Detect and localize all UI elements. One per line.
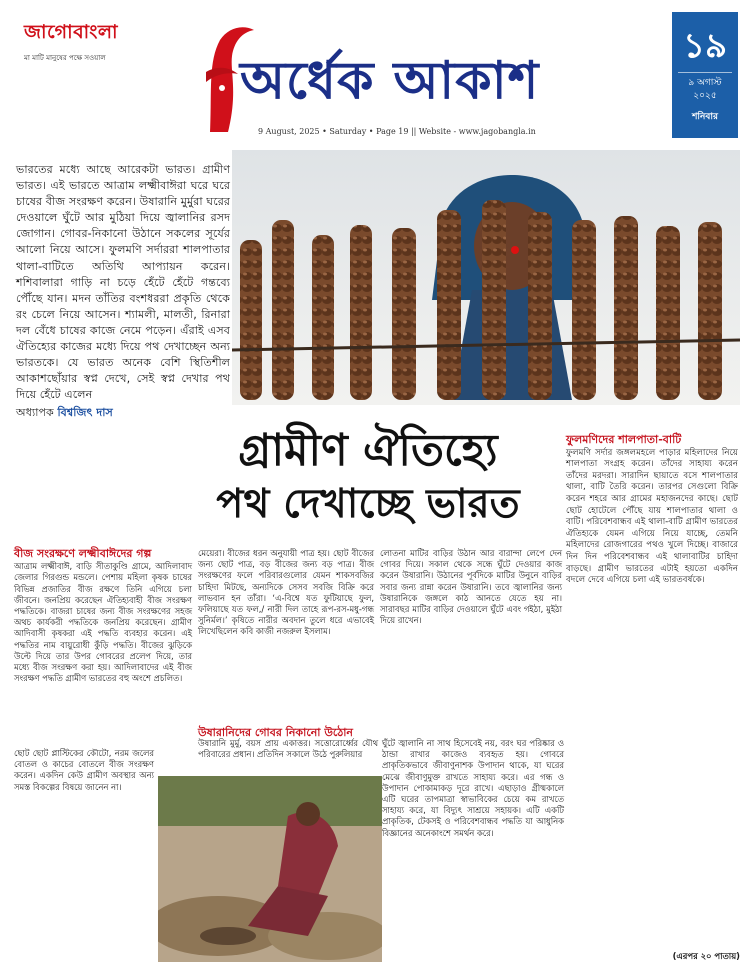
- date-divider: [678, 72, 732, 73]
- dateline: 9 August, 2025 • Saturday • Page 19 || Website - www.jagobangla.in: [258, 127, 536, 136]
- seed-photo: [158, 776, 382, 962]
- dung-story-heading: উষারানিদের গোবর নিকানো উঠোন: [198, 726, 353, 739]
- seed-story-text: আত্রাম লক্ষ্মীবাঈ, বাড়ি সীতাকুণ্ডি গ্রামে, আদিলাবাদ জেলার গিরগুন্ড মন্ডলে। পেশায় মহিলা কৃষক চাষের বিভিন্ন প্রজাতির বীজ রক্ষণে তিনি এগিয়ে চলা জীবনে। জনপ্রিয় করেছেন ঐতিহ্যবাহী বীজ সংরক্ষণ পদ্ধতিকে। বাজরা চাষের জন্য বীজ সংরক্ষণের সহজ অথচ কার্যকরী পদ্ধতিকে জনপ্রিয় করেছেন। গ্রামীণ আদিবাসী কৃষকরা এই পদ্ধতি ব্যবহার করেন। এই পদ্ধতির নাম বায়ুরোধী কুঁড়ি পদ্ধতি। বীজের ঝুড়িকে উল্টে দিয়ে তার উপর গোবরের প্রলেপ দিয়ে, তার মধ্যে বীজ সংরক্ষণ করা হয়। আদিলাবাদের এই বীজ সংরক্ষণ পদ্ধতি গ্রামীণ ভারতের বহু অংশে প্রচলিত।: [14, 561, 192, 684]
- hero-illustration: [232, 150, 740, 405]
- byline-prefix: অধ্যাপক: [16, 406, 54, 420]
- side-story: [566, 434, 738, 587]
- intro-text: ভারতের মধ্যে আছে আরেকটা ভারত। গ্রামীণ ভারত। এই ভারতে আত্রাম লক্ষ্মীবাঈরা ঘরে ঘরে চাষের বীজ সংরক্ষণ করেন। উষারানি মুর্মুরা ঘরের দেওয়ালে ঘুঁটে আর মুঠিয়া দিয়ে জ্বালানির রসদ জোগান। গোবর-নিকানো উঠানে সকলের সূর্যের আলো নিয়ে আসে। ফুলমণি সর্দাররা শালপাতার থালা-বাটিতে অতিথি আপ্যায়ন করেন। শশিবালারা গাড়ি না চড়ে হেঁটে হেঁটে গন্তব্যে পৌঁছে যান। মদন তাঁতির বংশধররা প্রকৃতি থেকে রং চেলে নিয়ে আসেন। শ্যামলী, মালতী, রিনারা দল বেঁধে চাষের কাজে নেমে পড়েন। এঁরাই এসব ঐতিহ্যের কাজের মধ্যে দিয়ে পথ দেখাচ্ছেন অন্য ভারতকে। যে ভারত অনেক বেশি স্থিতিশীল আকাশছোঁয়ার স্বপ্ন দেখে, সেই স্বপ্ন দেখার পথ দিয়ে হেঁটে এলেন: [16, 163, 230, 402]
- byline: [16, 405, 230, 421]
- column-3-text: লোতনা মাটির বাড়ির উঠান আর বারান্দা লেপে দেন গোবর দিয়ে। সকাল থেকে সন্ধে ঘুঁটে দেওয়ার কাজ করেন উষারানি। উঠানের পূর্বদিকে মাটির উনুনে বাড়ির সবার জন্য রান্না করেন উষারানি। তবে জ্বালানির জন্য উষারানিকে জঙ্গলে কাঠ আনতে যেতে হয় না। সারাবছর মাটির বাড়ির দেওয়ালে ঘুঁটে এবং গইঠা, মুইঠা দিয়ে রাখেন।: [380, 548, 562, 626]
- date-year: ২০২৫: [693, 91, 717, 101]
- article-column-3: [380, 548, 562, 626]
- woman-working-illustration: [158, 776, 382, 962]
- article-column-1: [14, 548, 192, 684]
- headline-line-2: পথ দেখাচ্ছে ভারত: [216, 480, 520, 527]
- brand-logo[interactable]: [24, 18, 118, 64]
- section-title: অর্ধেক আকাশ: [240, 50, 540, 111]
- hero-photo: [232, 150, 740, 405]
- side-story-text: ফুলমণি সর্দার জঙ্গলমহলে পাড়ার মহিলাদের নিয়ে শালপাতা সংগ্রহ করেন। তাঁদের সাহায্য করেন তাঁদের মরদরা। সারাদিন ছায়াতে বসে শালপাতার থালা, বাটি তৈরি করেন। তারপর সেগুলো বিক্রি করেন শহরে আর গ্রামের মহাজনদের কাছে। ছোট ছোট হোটেলে পৌঁছে যায় শালপাতার থালা ও বাটি। পরিবেশবান্ধব এই থালা-বাটি গ্রামীণ ভারতের ঐতিহ্যকে যেমন এগিয়ে নিয়ে যাচ্ছে, তেমনি মহিলাদের রোজগারের পথও খুলে দিচ্ছে। বাজারে দিন দিন পরিবেশবান্ধব এই থালাবাটির চাহিদা বাড়ছে। গ্রামীণ ভারতের এটাই হয়তো একদিন বদলে দেবে এগিয়ে চলা এই ভারতবর্ষকে।: [566, 447, 738, 586]
- page-number: ১৯: [682, 26, 728, 66]
- seed-story-text-cont: ছোট ছোট প্লাস্টিকের কৌটো, নরম জলের বোতল ও কাচের বোতলে বীজ সংরক্ষণ করেন। একদিন কেউ গ্রামীণ অবস্থার অন্য সমস্ত বিকল্পের বিষয়ে জানেন না।: [14, 748, 154, 792]
- seed-story-heading: বীজ সংরক্ষণে লক্ষ্মীবাঈদের গল্প: [14, 547, 152, 560]
- brand-tagline: মা মাটি মানুষের পক্ষে সওয়াল: [24, 54, 106, 62]
- column-3-text-cont: ঘুঁটে জ্বালানি না সাথ হিসেবেই নয়, বরং ঘর পরিষ্কার ও ঠান্ডা রাখার কাজেও ব্যবহৃত হয়। গোবরে প্রাকৃতিকভাবে জীবাণুনাশক উপাদান থাকে, যা ঘরের মেঝে জীবাণুমুক্ত রাখতে সাহায্য করে। এর গন্ধ ও উপাদান পোকামাকড় দূরে রাখে। এছাড়াও গ্রীষ্মকালে এটি ঘরের তাপমাত্রা স্বাভাবিকের চেয়ে কম রাখতে সাহায্য করে, যা বিদ্যুৎ সাশ্রয়ে সহায়ক। এটি একটি প্রাকৃতিক, টেকসই ও পরিবেশবান্ধব পদ্ধতি যা আধুনিক বিজ্ঞানের অনেকাংশে সমর্থন করে।: [382, 738, 564, 838]
- brand-name: জাগোবাংলা: [24, 21, 119, 43]
- article-column-2: [198, 548, 374, 638]
- dung-story-text: উষারানি মুর্মু, বয়স প্রায় একাত্তর। সত্তোরোর্ধ্বের যৌথ পরিবারের প্রধান। প্রতিদিন সকালে উঠে পুরুলিয়ার: [198, 738, 378, 760]
- continued-note: (এরপর ২০ পাতায়): [672, 951, 740, 961]
- date-day-month: ৯ অগাস্ট: [688, 78, 722, 88]
- date-weekday: শনিবার: [692, 112, 718, 122]
- side-story-heading: ফুলমণিদের শালপাতা-বাটি: [566, 433, 682, 446]
- masthead: [0, 0, 750, 150]
- article-column-3-cont: [382, 738, 564, 839]
- column-2-text: মেয়েরা। বীজের ধরন অনুযায়ী পাত্র হয়। ছোট বীজের জন্য ছোট পাত্র, বড় বীজের জন্য বড় পাত্র। বীজ সংরক্ষণের ফলে পরিবারগুলোর যেমন শাকসবজির চাহিদা মিটছে, অন্যদিকে সেসব সবজি বিক্রি করে লাভবান হন তাঁরা। ‘এ-বিশ্বে যত ফুটিয়াছে ফুল, ফলিয়াছে যত ফল,/ নারী দিল তাহে রূপ-রস-মধু-গন্ধ সুনির্মল।’ কৃষিতে নারীর অবদান তুলে ধরে এভাবেই লিখেছিলেন কবি কাজী নজরুল ইসলাম।: [198, 548, 374, 637]
- author-name: বিশ্বজিৎ দাস: [57, 406, 113, 420]
- headline-line-1: গ্রামীণ ঐতিহ্যে: [238, 425, 498, 476]
- date-box: [672, 12, 738, 138]
- headline: [188, 424, 548, 530]
- intro-paragraph: [16, 162, 230, 422]
- article-column-1-cont: [14, 748, 154, 793]
